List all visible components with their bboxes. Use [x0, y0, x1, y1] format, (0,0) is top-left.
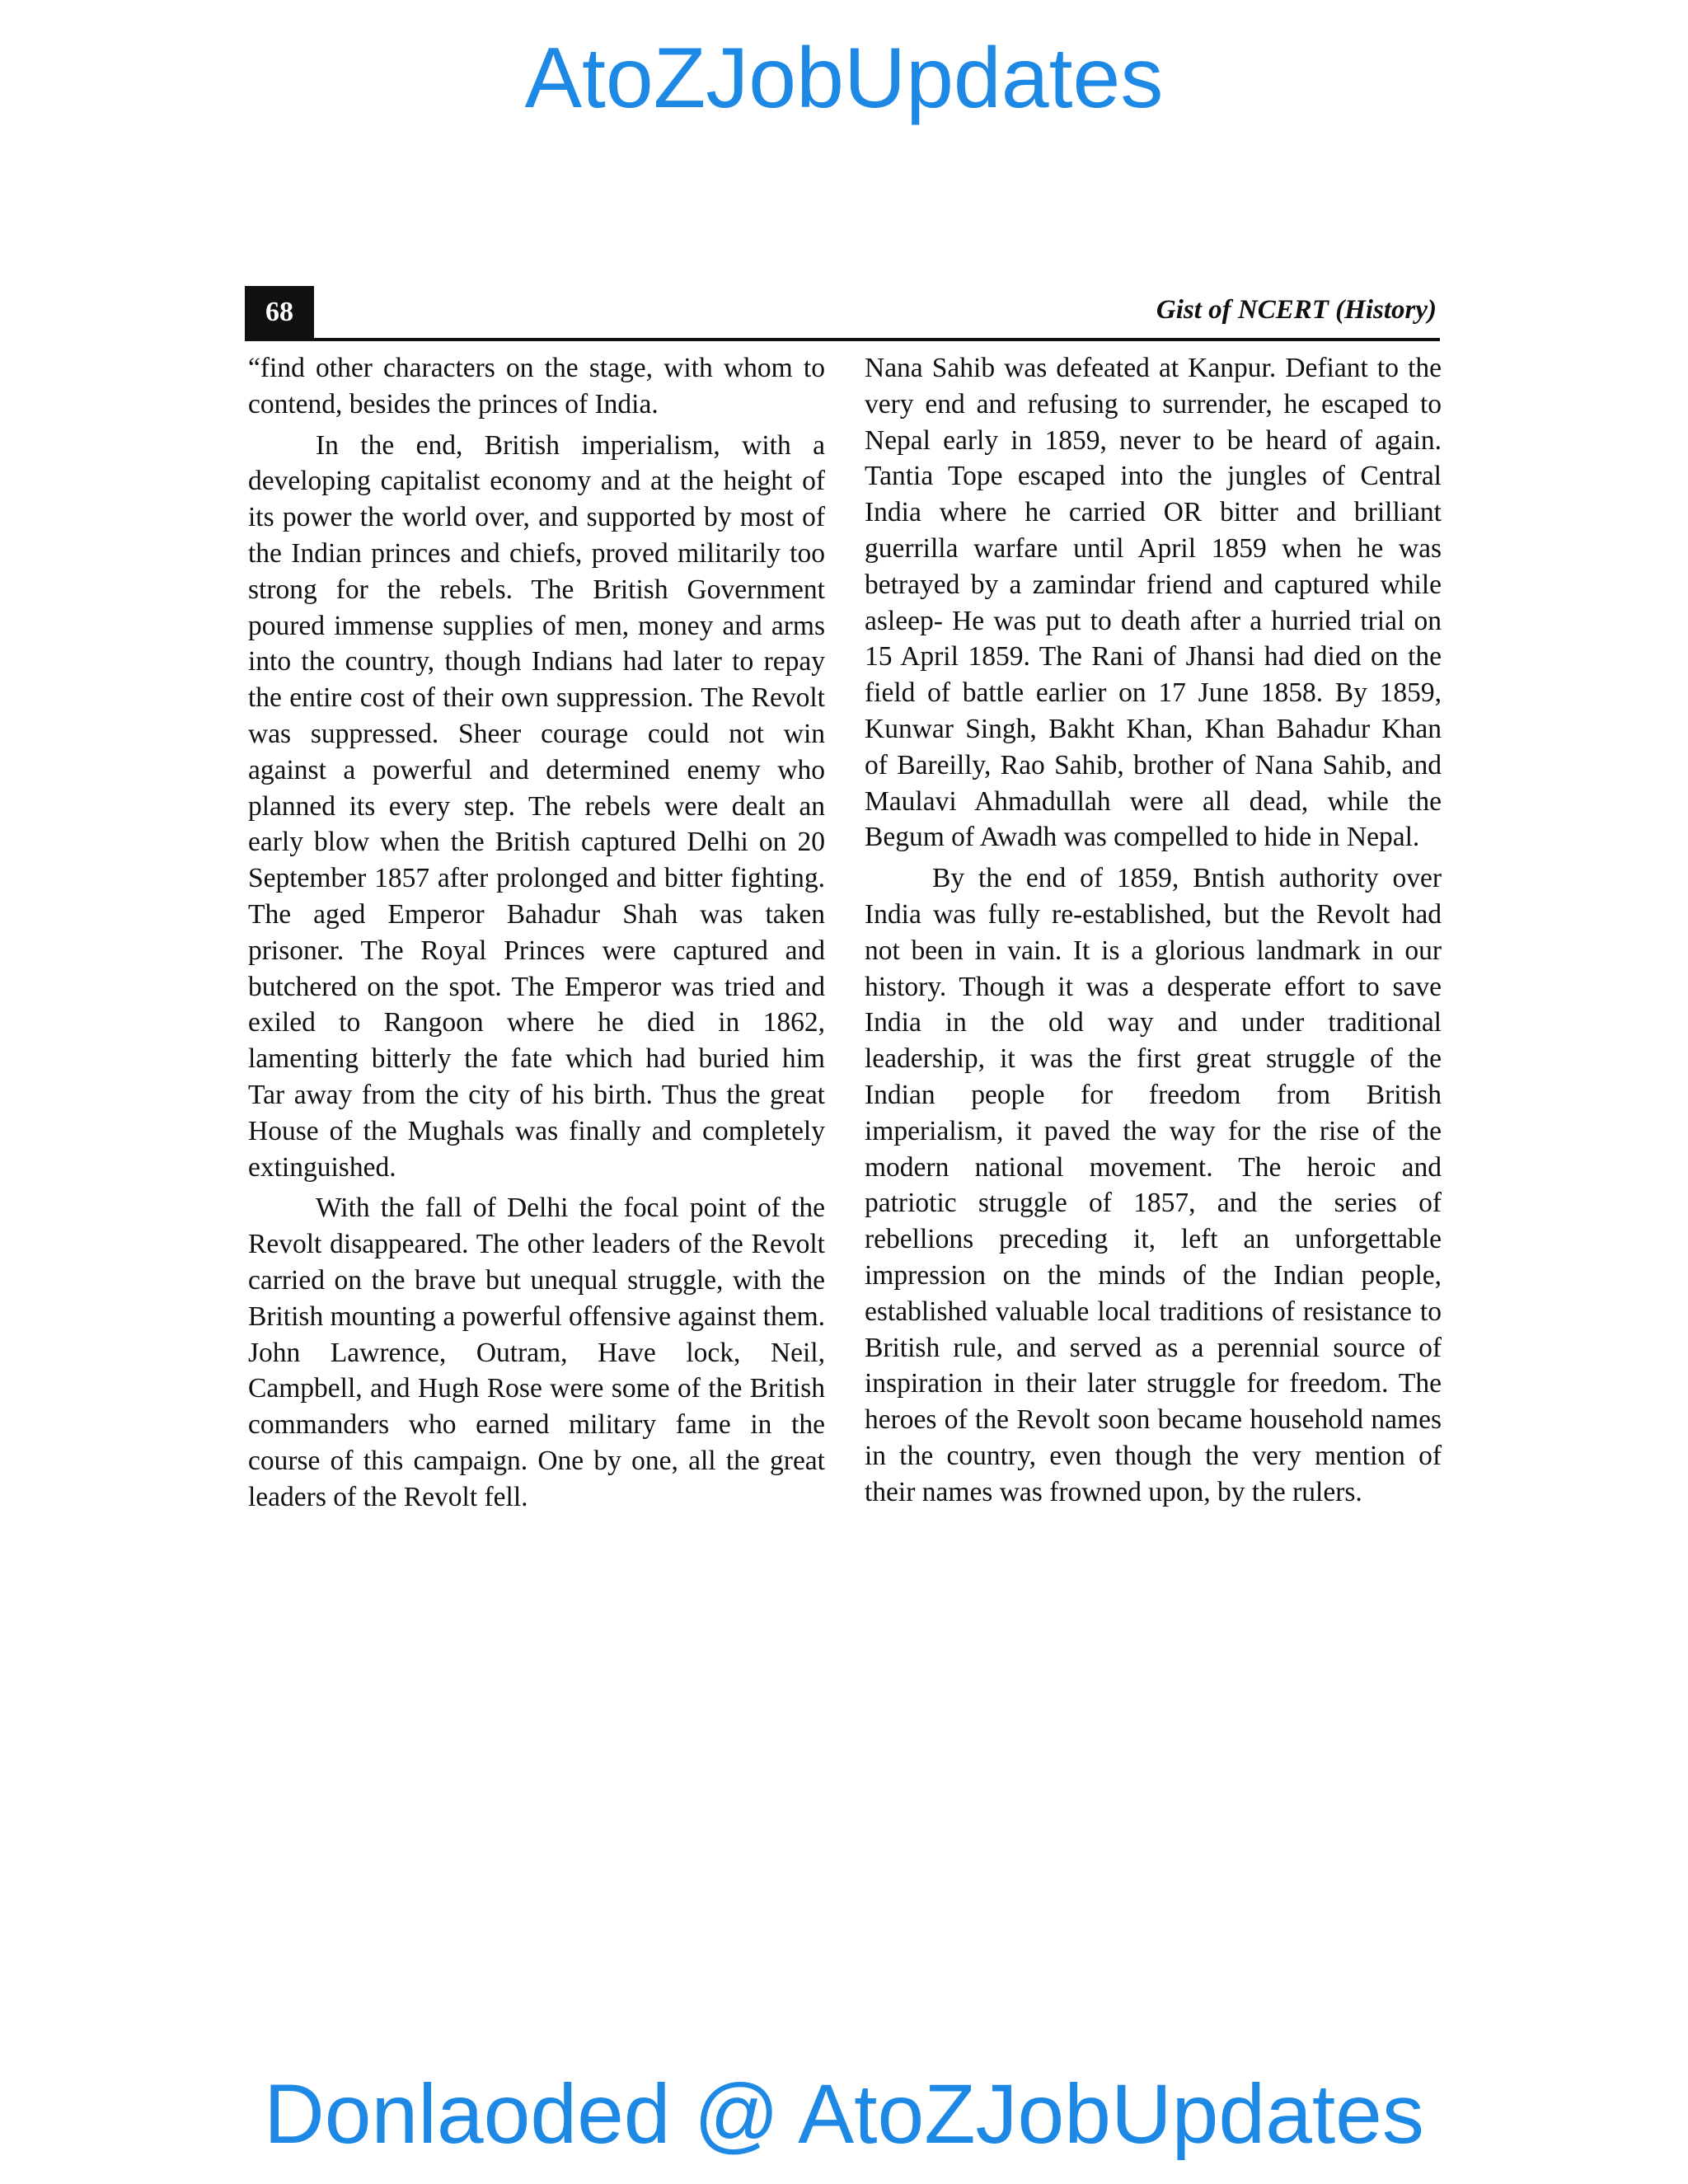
paragraph: With the fall of Delhi the focal point of the Revolt disappeared. The other leaders of the Revolt carried on the brave but unequal struggle, with the British mounting a powerful offensive against them. John Lawrence, Outram, Have lock, Neil, Campbell, and Hugh Rose were some of the British commanders who earned military fame in the course of this campaign. One by one, all the great leaders of the Revolt fell. [248, 1193, 825, 1512]
paragraph: Nana Sahib was defeated at Kanpur. Defiant to the very end and refusing to surrender, he escaped to Nepal early in 1859, never to be heard of again. Tantia Tope escaped into the jungles of Central India where he carried OR bitter and brilliant guerrilla warfare until April 1859 when he was betrayed by a zamindar friend and captured while asleep- He was put to death after a hurried trial on 15 April 1859. The Rani of Jhansi had died on the field of battle earlier on 17 June 1858. By 1859, Kunwar Singh, Bakht Khan, Khan Bahadur Khan of Bareilly, Rao Sahib, brother of Nana Sahib, and Maulavi Ahmadullah were all dead, while the Begum of Awadh was compelled to hide in Nepal. [865, 353, 1442, 853]
paragraph: “find other characters on the stage, with whom to contend, besides the princes of India. [248, 353, 825, 419]
page-number: 68 [245, 286, 314, 338]
paragraph: In the end, British imperialism, with a developing capitalist economy and at the height of its power the world over, and supported by most of the Indian princes and chiefs, proved militarily too strong for the rebels. The British Government poured immense supplies of men, money and arms into the country, though Indians had later to repay the entire cost of their own suppression. The Revolt was suppressed. Sheer courage could not win against a powerful and determined enemy who planned its every step. The rebels were dealt an early blow when the British captured Delhi on 20 September 1857 after prolonged and bitter fighting. The aged Emperor Bahadur Shah was taken prisoner. The Royal Princes were captured and butchered on the spot. The Emperor was tried and exiled to Rangoon where he died in 1862, lamenting bitterly the fate which had buried him Tar away from the city of his birth. Thus the great House of the Mughals was finally and completely extinguished. [248, 429, 825, 1183]
right-column [865, 350, 1442, 1516]
watermark-bottom: Donlaoded @ AtoZJobUpdates [264, 2067, 1424, 2161]
paragraph: By the end of 1859, Bntish authority over India was fully re-established, but the Revolt had not been in vain. It is a glorious landmark in our history. Though it was a desperate effort to save India in the old way and under traditional leadership, it was the first great struggle of the Indian people for freedom from British imperialism, it paved the way for the rise of the modern national movement. The heroic and patriotic struggle of 1857, and the series of rebellions preceding it, left an unforgettable impression on the minds of the Indian people, established valuable local traditions of resistance to British rule, and served as a perennial source of inspiration in their later struggle for freedom. The heroes of the Revolt soon became household names in the country, even though the very mention of their names was frowned upon, by the rulers. [865, 863, 1442, 1507]
page-header [245, 284, 1440, 341]
watermark-top: AtoZJobUpdates [524, 30, 1164, 126]
left-column [248, 350, 825, 1521]
book-title: Gist of NCERT (History) [1156, 295, 1437, 325]
